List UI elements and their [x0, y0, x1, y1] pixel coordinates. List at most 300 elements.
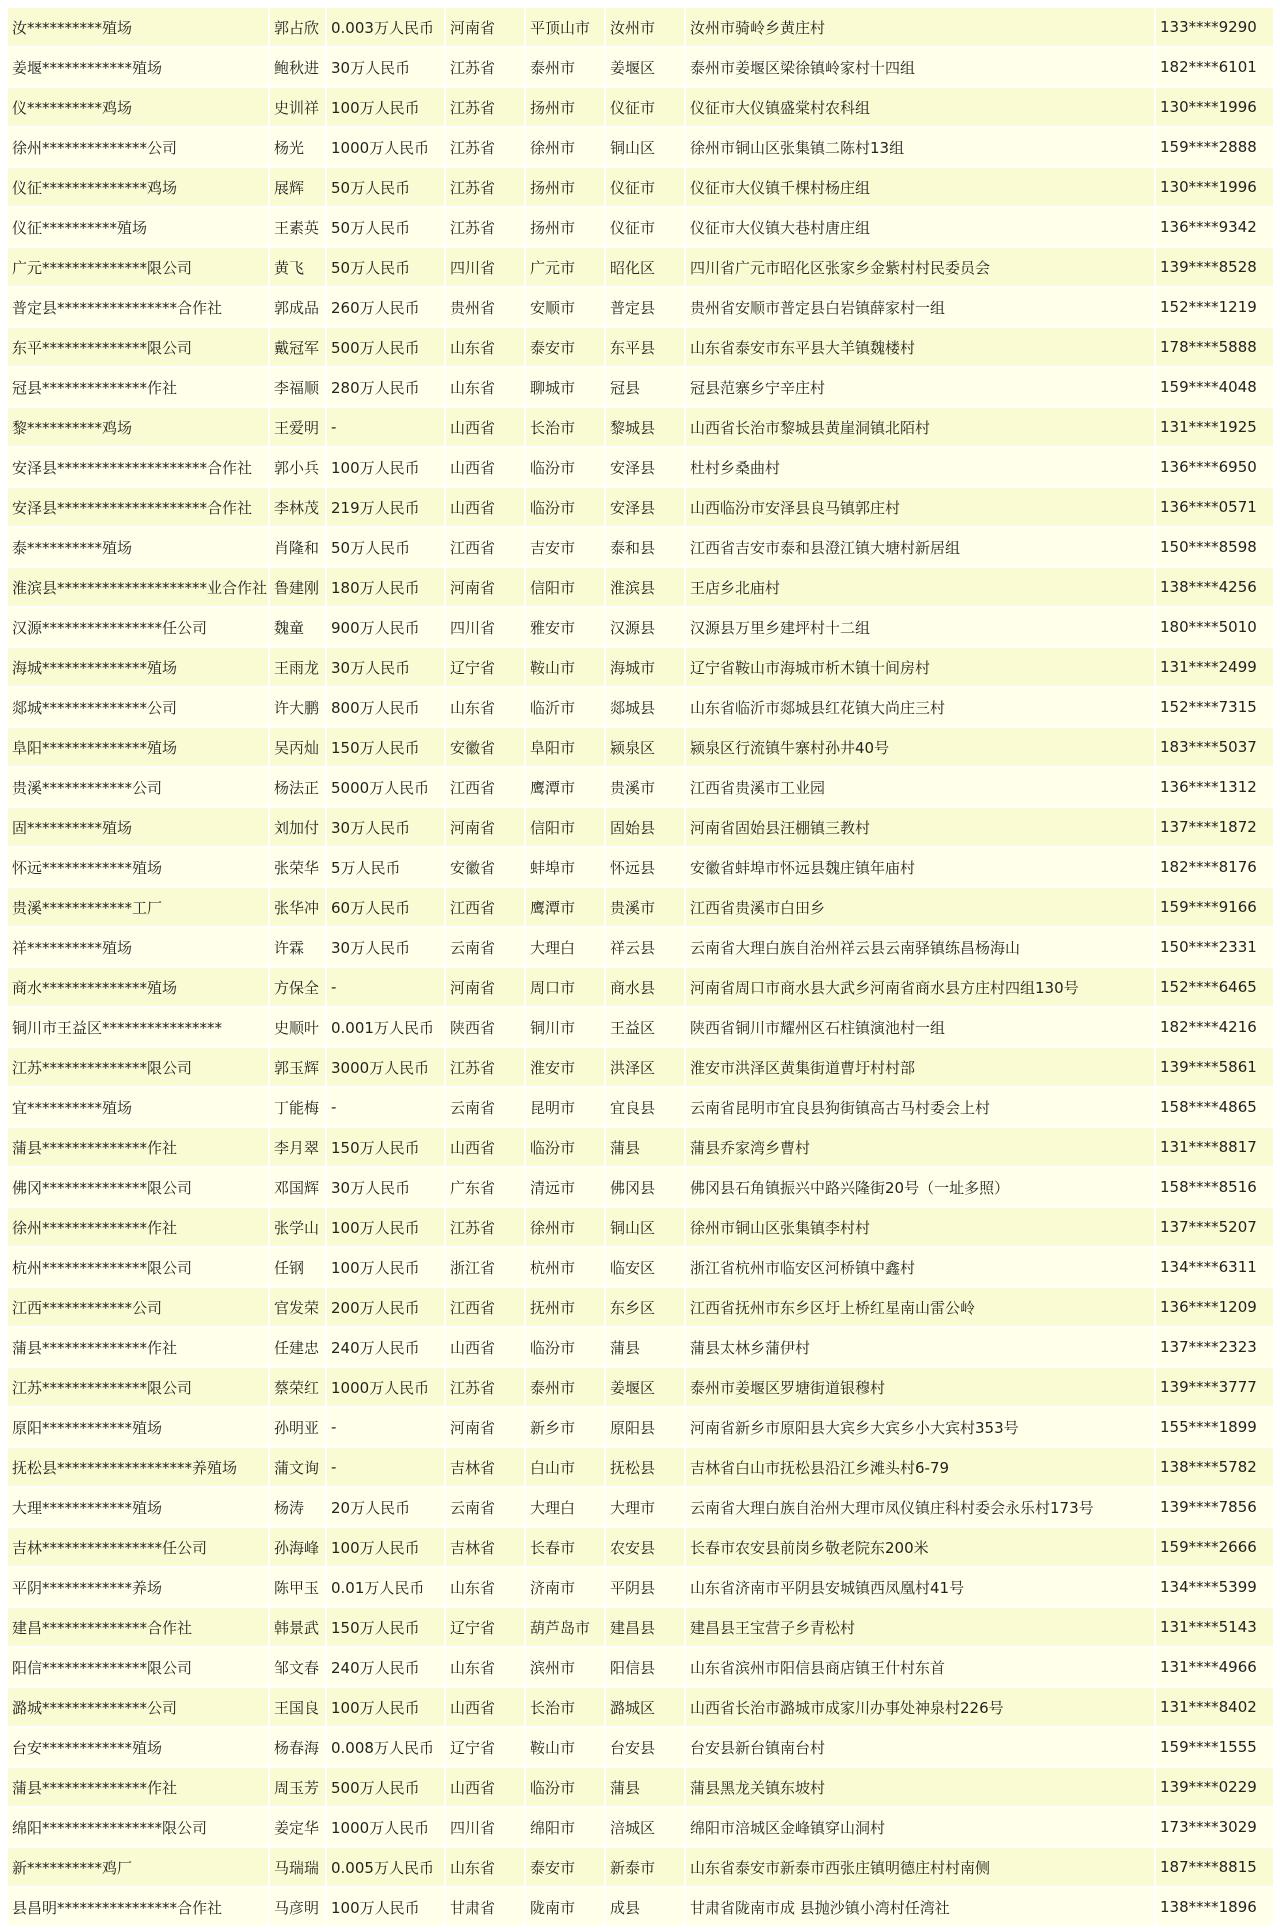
- phone-cell: 158****4865: [1156, 1088, 1273, 1126]
- legal-person-cell: 韩景武: [270, 1608, 327, 1646]
- phone-cell: 155****1899: [1156, 1408, 1273, 1446]
- phone-cell: 137****5207: [1156, 1208, 1273, 1246]
- address-cell: 蒲县乔家湾乡曹村: [686, 1128, 1156, 1166]
- legal-person-cell: 鲁建刚: [270, 568, 327, 606]
- phone-cell: 152****7315: [1156, 688, 1273, 726]
- address-cell: 陕西省铜川市耀州区石柱镇演池村一组: [686, 1008, 1156, 1046]
- city-cell: 长春市: [526, 1528, 606, 1566]
- company-name-cell: 汉源****************任公司: [8, 608, 270, 646]
- company-name-cell: 杭州**************限公司: [8, 1248, 270, 1286]
- legal-person-cell: 邓国辉: [270, 1168, 327, 1206]
- phone-cell: 182****6101: [1156, 48, 1273, 86]
- registered-capital-cell: 5000万人民币: [327, 768, 446, 806]
- city-cell: 泰安市: [526, 1848, 606, 1886]
- phone-cell: 139****3777: [1156, 1368, 1273, 1406]
- phone-cell: 182****8176: [1156, 848, 1273, 886]
- table-row: [8, 488, 1273, 526]
- registered-capital-cell: 100万人民币: [327, 1248, 446, 1286]
- company-name-cell: 郯城**************公司: [8, 688, 270, 726]
- county-cell: 昭化区: [606, 248, 686, 286]
- address-cell: 浙江省杭州市临安区河桥镇中鑫村: [686, 1248, 1156, 1286]
- company-name-cell: 宜**********殖场: [8, 1088, 270, 1126]
- phone-cell: 138****1896: [1156, 1888, 1273, 1926]
- phone-cell: 159****2666: [1156, 1528, 1273, 1566]
- address-cell: 蒲县太林乡蒲伊村: [686, 1328, 1156, 1366]
- county-cell: 贵溪市: [606, 888, 686, 926]
- company-name-cell: 蒲县**************作社: [8, 1768, 270, 1806]
- registered-capital-cell: -: [327, 1088, 446, 1126]
- table-row: [8, 1008, 1273, 1046]
- phone-cell: 159****2888: [1156, 128, 1273, 166]
- address-cell: 绵阳市涪城区金峰镇穿山洞村: [686, 1808, 1156, 1846]
- registered-capital-cell: 100万人民币: [327, 448, 446, 486]
- county-cell: 普定县: [606, 288, 686, 326]
- phone-cell: 138****4256: [1156, 568, 1273, 606]
- company-name-cell: 阜阳**************殖场: [8, 728, 270, 766]
- county-cell: 原阳县: [606, 1408, 686, 1446]
- phone-cell: 134****6311: [1156, 1248, 1273, 1286]
- city-cell: 泰安市: [526, 328, 606, 366]
- company-name-cell: 抚松县******************养殖场: [8, 1448, 270, 1486]
- province-cell: 辽宁省: [446, 1728, 526, 1766]
- registered-capital-cell: 20万人民币: [327, 1488, 446, 1526]
- company-name-cell: 汝**********殖场: [8, 8, 270, 46]
- address-cell: 江西省抚州市东乡区圩上桥红星南山雷公岭: [686, 1288, 1156, 1326]
- province-cell: 山西省: [446, 1768, 526, 1806]
- county-cell: 洪泽区: [606, 1048, 686, 1086]
- city-cell: 临汾市: [526, 448, 606, 486]
- city-cell: 鞍山市: [526, 648, 606, 686]
- city-cell: 临沂市: [526, 688, 606, 726]
- province-cell: 山西省: [446, 408, 526, 446]
- legal-person-cell: 肖隆和: [270, 528, 327, 566]
- city-cell: 杭州市: [526, 1248, 606, 1286]
- phone-cell: 150****8598: [1156, 528, 1273, 566]
- registered-capital-cell: 50万人民币: [327, 528, 446, 566]
- province-cell: 山东省: [446, 328, 526, 366]
- county-cell: 潞城区: [606, 1688, 686, 1726]
- city-cell: 泰州市: [526, 1368, 606, 1406]
- table-row: [8, 888, 1273, 926]
- company-name-cell: 黎**********鸡场: [8, 408, 270, 446]
- legal-person-cell: 杨涛: [270, 1488, 327, 1526]
- legal-person-cell: 黄飞: [270, 248, 327, 286]
- province-cell: 江西省: [446, 528, 526, 566]
- phone-cell: 130****1996: [1156, 168, 1273, 206]
- county-cell: 台安县: [606, 1728, 686, 1766]
- province-cell: 江西省: [446, 768, 526, 806]
- table-row: [8, 208, 1273, 246]
- county-cell: 黎城县: [606, 408, 686, 446]
- company-name-cell: 祥**********殖场: [8, 928, 270, 966]
- province-cell: 陕西省: [446, 1008, 526, 1046]
- phone-cell: 159****4048: [1156, 368, 1273, 406]
- phone-cell: 136****1312: [1156, 768, 1273, 806]
- registered-capital-cell: 30万人民币: [327, 648, 446, 686]
- legal-person-cell: 任钢: [270, 1248, 327, 1286]
- table-row: [8, 248, 1273, 286]
- address-cell: 汝州市骑岭乡黄庄村: [686, 8, 1156, 46]
- phone-cell: 136****1209: [1156, 1288, 1273, 1326]
- province-cell: 辽宁省: [446, 648, 526, 686]
- table-row: [8, 288, 1273, 326]
- legal-person-cell: 郭占欣: [270, 8, 327, 46]
- company-name-cell: 仪征**********殖场: [8, 208, 270, 246]
- legal-person-cell: 许霖: [270, 928, 327, 966]
- province-cell: 江西省: [446, 1288, 526, 1326]
- registered-capital-cell: 50万人民币: [327, 208, 446, 246]
- province-cell: 贵州省: [446, 288, 526, 326]
- city-cell: 长治市: [526, 408, 606, 446]
- phone-cell: 182****4216: [1156, 1008, 1273, 1046]
- table-row: [8, 1648, 1273, 1686]
- address-cell: 佛冈县石角镇振兴中路兴隆街20号（一址多照）: [686, 1168, 1156, 1206]
- phone-cell: 136****6950: [1156, 448, 1273, 486]
- registered-capital-cell: 900万人民币: [327, 608, 446, 646]
- table-row: [8, 1568, 1273, 1606]
- county-cell: 郯城县: [606, 688, 686, 726]
- legal-person-cell: 陈甲玉: [270, 1568, 327, 1606]
- address-cell: 杜村乡桑曲村: [686, 448, 1156, 486]
- company-name-cell: 阳信**************限公司: [8, 1648, 270, 1686]
- address-cell: 泰州市姜堰区梁徐镇岭家村十四组: [686, 48, 1156, 86]
- table-row: [8, 1048, 1273, 1086]
- province-cell: 广东省: [446, 1168, 526, 1206]
- table-row: [8, 1768, 1273, 1806]
- address-cell: 山东省临沂市郯城县红花镇大尚庄三村: [686, 688, 1156, 726]
- city-cell: 平顶山市: [526, 8, 606, 46]
- address-cell: 山西省长治市黎城县黄崖洞镇北陌村: [686, 408, 1156, 446]
- legal-person-cell: 孙海峰: [270, 1528, 327, 1566]
- registered-capital-cell: 500万人民币: [327, 328, 446, 366]
- phone-cell: 137****2323: [1156, 1328, 1273, 1366]
- table-row: [8, 1288, 1273, 1326]
- registered-capital-cell: 1000万人民币: [327, 128, 446, 166]
- legal-person-cell: 刘加付: [270, 808, 327, 846]
- county-cell: 祥云县: [606, 928, 686, 966]
- city-cell: 临汾市: [526, 1328, 606, 1366]
- province-cell: 山东省: [446, 688, 526, 726]
- address-cell: 山东省泰安市新泰市西张庄镇明德庄村村南侧: [686, 1848, 1156, 1886]
- city-cell: 滨州市: [526, 1648, 606, 1686]
- province-cell: 云南省: [446, 1088, 526, 1126]
- registered-capital-cell: 500万人民币: [327, 1768, 446, 1806]
- address-cell: 甘肃省陇南市成 县抛沙镇小湾村任湾社: [686, 1888, 1156, 1926]
- legal-person-cell: 马瑞瑞: [270, 1848, 327, 1886]
- address-cell: 江西省吉安市泰和县澄江镇大塘村新居组: [686, 528, 1156, 566]
- legal-person-cell: 史训祥: [270, 88, 327, 126]
- city-cell: 新乡市: [526, 1408, 606, 1446]
- phone-cell: 173****3029: [1156, 1808, 1273, 1846]
- table-row: [8, 648, 1273, 686]
- city-cell: 清远市: [526, 1168, 606, 1206]
- county-cell: 冠县: [606, 368, 686, 406]
- registered-capital-cell: -: [327, 408, 446, 446]
- city-cell: 临汾市: [526, 488, 606, 526]
- city-cell: 信阳市: [526, 568, 606, 606]
- county-cell: 成县: [606, 1888, 686, 1926]
- company-name-cell: 大理************殖场: [8, 1488, 270, 1526]
- address-cell: 淮安市洪泽区黄集街道曹圩村村部: [686, 1048, 1156, 1086]
- county-cell: 王益区: [606, 1008, 686, 1046]
- province-cell: 河南省: [446, 8, 526, 46]
- city-cell: 白山市: [526, 1448, 606, 1486]
- legal-person-cell: 李林茂: [270, 488, 327, 526]
- legal-person-cell: 王素英: [270, 208, 327, 246]
- province-cell: 安徽省: [446, 848, 526, 886]
- registered-capital-cell: 0.008万人民币: [327, 1728, 446, 1766]
- address-cell: 泰州市姜堰区罗塘街道银穆村: [686, 1368, 1156, 1406]
- county-cell: 蒲县: [606, 1128, 686, 1166]
- city-cell: 陇南市: [526, 1888, 606, 1926]
- city-cell: 鹰潭市: [526, 888, 606, 926]
- phone-cell: 180****5010: [1156, 608, 1273, 646]
- company-name-cell: 绵阳****************限公司: [8, 1808, 270, 1846]
- address-cell: 安徽省蚌埠市怀远县魏庄镇年庙村: [686, 848, 1156, 886]
- table-row: [8, 1808, 1273, 1846]
- address-cell: 河南省新乡市原阳县大宾乡大宾乡小大宾村353号: [686, 1408, 1156, 1446]
- legal-person-cell: 邹文春: [270, 1648, 327, 1686]
- county-cell: 安泽县: [606, 448, 686, 486]
- company-name-cell: 江苏**************限公司: [8, 1048, 270, 1086]
- county-cell: 泰和县: [606, 528, 686, 566]
- phone-cell: 131****8817: [1156, 1128, 1273, 1166]
- province-cell: 江苏省: [446, 48, 526, 86]
- province-cell: 云南省: [446, 928, 526, 966]
- legal-person-cell: 王雨龙: [270, 648, 327, 686]
- phone-cell: 137****1872: [1156, 808, 1273, 846]
- county-cell: 仪征市: [606, 88, 686, 126]
- county-cell: 铜山区: [606, 128, 686, 166]
- registered-capital-cell: -: [327, 1408, 446, 1446]
- county-cell: 仪征市: [606, 208, 686, 246]
- city-cell: 昆明市: [526, 1088, 606, 1126]
- city-cell: 抚州市: [526, 1288, 606, 1326]
- company-table-sheet: [8, 6, 1273, 1928]
- legal-person-cell: 张荣华: [270, 848, 327, 886]
- registered-capital-cell: 1000万人民币: [327, 1808, 446, 1846]
- address-cell: 汉源县万里乡建坪村十二组: [686, 608, 1156, 646]
- company-name-cell: 安泽县********************合作社: [8, 488, 270, 526]
- address-cell: 山西省长治市潞城市成家川办事处神泉村226号: [686, 1688, 1156, 1726]
- company-name-cell: 冠县**************作社: [8, 368, 270, 406]
- table-row: [8, 968, 1273, 1006]
- table-row: [8, 1168, 1273, 1206]
- province-cell: 江西省: [446, 888, 526, 926]
- company-name-cell: 固**********殖场: [8, 808, 270, 846]
- registered-capital-cell: 30万人民币: [327, 1168, 446, 1206]
- table-row: [8, 1888, 1273, 1926]
- county-cell: 姜堰区: [606, 48, 686, 86]
- city-cell: 淮安市: [526, 1048, 606, 1086]
- province-cell: 浙江省: [446, 1248, 526, 1286]
- province-cell: 江苏省: [446, 88, 526, 126]
- registered-capital-cell: 0.01万人民币: [327, 1568, 446, 1606]
- table-row: [8, 8, 1273, 46]
- county-cell: 铜山区: [606, 1208, 686, 1246]
- table-row: [8, 768, 1273, 806]
- table-row: [8, 688, 1273, 726]
- city-cell: 铜川市: [526, 1008, 606, 1046]
- address-cell: 云南省大理白族自治州大理市凤仪镇庄科村委会永乐村173号: [686, 1488, 1156, 1526]
- legal-person-cell: 郭小兵: [270, 448, 327, 486]
- registered-capital-cell: 30万人民币: [327, 48, 446, 86]
- city-cell: 徐州市: [526, 128, 606, 166]
- phone-cell: 139****5861: [1156, 1048, 1273, 1086]
- legal-person-cell: 周玉芳: [270, 1768, 327, 1806]
- legal-person-cell: 丁能梅: [270, 1088, 327, 1126]
- city-cell: 鹰潭市: [526, 768, 606, 806]
- county-cell: 仪征市: [606, 168, 686, 206]
- legal-person-cell: 杨光: [270, 128, 327, 166]
- city-cell: 安顺市: [526, 288, 606, 326]
- province-cell: 吉林省: [446, 1448, 526, 1486]
- address-cell: 云南省昆明市宜良县狗街镇高古马村委会上村: [686, 1088, 1156, 1126]
- company-name-cell: 怀远************殖场: [8, 848, 270, 886]
- registered-capital-cell: 50万人民币: [327, 248, 446, 286]
- table-row: [8, 808, 1273, 846]
- county-cell: 阳信县: [606, 1648, 686, 1686]
- address-cell: 江西省贵溪市白田乡: [686, 888, 1156, 926]
- address-cell: 仪征市大仪镇千棵村杨庄组: [686, 168, 1156, 206]
- address-cell: 仪征市大仪镇盛棠村农科组: [686, 88, 1156, 126]
- table-row: [8, 1488, 1273, 1526]
- legal-person-cell: 张华冲: [270, 888, 327, 926]
- company-name-cell: 原阳************殖场: [8, 1408, 270, 1446]
- phone-cell: 158****8516: [1156, 1168, 1273, 1206]
- legal-person-cell: 魏童: [270, 608, 327, 646]
- legal-person-cell: 官发荣: [270, 1288, 327, 1326]
- legal-person-cell: 杨法正: [270, 768, 327, 806]
- province-cell: 辽宁省: [446, 1608, 526, 1646]
- company-name-cell: 徐州**************公司: [8, 128, 270, 166]
- table-row: [8, 1408, 1273, 1446]
- city-cell: 泰州市: [526, 48, 606, 86]
- registered-capital-cell: 60万人民币: [327, 888, 446, 926]
- county-cell: 商水县: [606, 968, 686, 1006]
- table-row: [8, 1128, 1273, 1166]
- table-row: [8, 728, 1273, 766]
- registered-capital-cell: 150万人民币: [327, 1128, 446, 1166]
- province-cell: 河南省: [446, 568, 526, 606]
- table-row: [8, 168, 1273, 206]
- registered-capital-cell: 100万人民币: [327, 1688, 446, 1726]
- company-name-cell: 平阴************养场: [8, 1568, 270, 1606]
- registered-capital-cell: 260万人民币: [327, 288, 446, 326]
- city-cell: 周口市: [526, 968, 606, 1006]
- county-cell: 临安区: [606, 1248, 686, 1286]
- province-cell: 山东省: [446, 1568, 526, 1606]
- legal-person-cell: 杨春海: [270, 1728, 327, 1766]
- address-cell: 山西临汾市安泽县良马镇郭庄村: [686, 488, 1156, 526]
- legal-person-cell: 姜定华: [270, 1808, 327, 1846]
- registered-capital-cell: 280万人民币: [327, 368, 446, 406]
- city-cell: 扬州市: [526, 168, 606, 206]
- legal-person-cell: 郭成品: [270, 288, 327, 326]
- city-cell: 扬州市: [526, 208, 606, 246]
- address-cell: 台安县新台镇南台村: [686, 1728, 1156, 1766]
- county-cell: 宜良县: [606, 1088, 686, 1126]
- province-cell: 江苏省: [446, 168, 526, 206]
- phone-cell: 152****6465: [1156, 968, 1273, 1006]
- legal-person-cell: 鲍秋进: [270, 48, 327, 86]
- table-row: [8, 1248, 1273, 1286]
- table-row: [8, 48, 1273, 86]
- city-cell: 广元市: [526, 248, 606, 286]
- city-cell: 聊城市: [526, 368, 606, 406]
- company-name-cell: 县昌明****************合作社: [8, 1888, 270, 1926]
- table-row: [8, 328, 1273, 366]
- county-cell: 淮滨县: [606, 568, 686, 606]
- company-name-cell: 广元**************限公司: [8, 248, 270, 286]
- company-name-cell: 佛冈**************限公司: [8, 1168, 270, 1206]
- address-cell: 云南省大理白族自治州祥云县云南驿镇练昌杨海山: [686, 928, 1156, 966]
- province-cell: 江苏省: [446, 208, 526, 246]
- phone-cell: 187****8815: [1156, 1848, 1273, 1886]
- company-name-cell: 吉林****************任公司: [8, 1528, 270, 1566]
- province-cell: 四川省: [446, 248, 526, 286]
- city-cell: 临汾市: [526, 1768, 606, 1806]
- county-cell: 东乡区: [606, 1288, 686, 1326]
- registered-capital-cell: 30万人民币: [327, 928, 446, 966]
- registered-capital-cell: 200万人民币: [327, 1288, 446, 1326]
- province-cell: 四川省: [446, 608, 526, 646]
- city-cell: 长治市: [526, 1688, 606, 1726]
- registered-capital-cell: 0.003万人民币: [327, 8, 446, 46]
- legal-person-cell: 郭玉辉: [270, 1048, 327, 1086]
- address-cell: 王店乡北庙村: [686, 568, 1156, 606]
- phone-cell: 178****5888: [1156, 328, 1273, 366]
- company-name-cell: 江西************公司: [8, 1288, 270, 1326]
- city-cell: 蚌埠市: [526, 848, 606, 886]
- phone-cell: 131****4966: [1156, 1648, 1273, 1686]
- phone-cell: 131****1925: [1156, 408, 1273, 446]
- address-cell: 河南省固始县汪棚镇三教村: [686, 808, 1156, 846]
- table-row: [8, 408, 1273, 446]
- province-cell: 山西省: [446, 1688, 526, 1726]
- company-name-cell: 安泽县********************合作社: [8, 448, 270, 486]
- county-cell: 抚松县: [606, 1448, 686, 1486]
- province-cell: 山西省: [446, 488, 526, 526]
- registered-capital-cell: 240万人民币: [327, 1648, 446, 1686]
- province-cell: 江苏省: [446, 1368, 526, 1406]
- table-row: [8, 1368, 1273, 1406]
- registered-capital-cell: 100万人民币: [327, 1208, 446, 1246]
- province-cell: 河南省: [446, 1408, 526, 1446]
- legal-person-cell: 张学山: [270, 1208, 327, 1246]
- company-table: [8, 6, 1273, 1928]
- legal-person-cell: 马彦明: [270, 1888, 327, 1926]
- table-row: [8, 528, 1273, 566]
- county-cell: 涪城区: [606, 1808, 686, 1846]
- phone-cell: 183****5037: [1156, 728, 1273, 766]
- registered-capital-cell: -: [327, 1448, 446, 1486]
- registered-capital-cell: -: [327, 968, 446, 1006]
- registered-capital-cell: 150万人民币: [327, 728, 446, 766]
- legal-person-cell: 吴丙灿: [270, 728, 327, 766]
- province-cell: 江苏省: [446, 1048, 526, 1086]
- table-row: [8, 1728, 1273, 1766]
- county-cell: 固始县: [606, 808, 686, 846]
- county-cell: 东平县: [606, 328, 686, 366]
- county-cell: 平阴县: [606, 1568, 686, 1606]
- table-row: [8, 848, 1273, 886]
- county-cell: 姜堰区: [606, 1368, 686, 1406]
- phone-cell: 152****1219: [1156, 288, 1273, 326]
- legal-person-cell: 方保全: [270, 968, 327, 1006]
- county-cell: 安泽县: [606, 488, 686, 526]
- table-row: [8, 368, 1273, 406]
